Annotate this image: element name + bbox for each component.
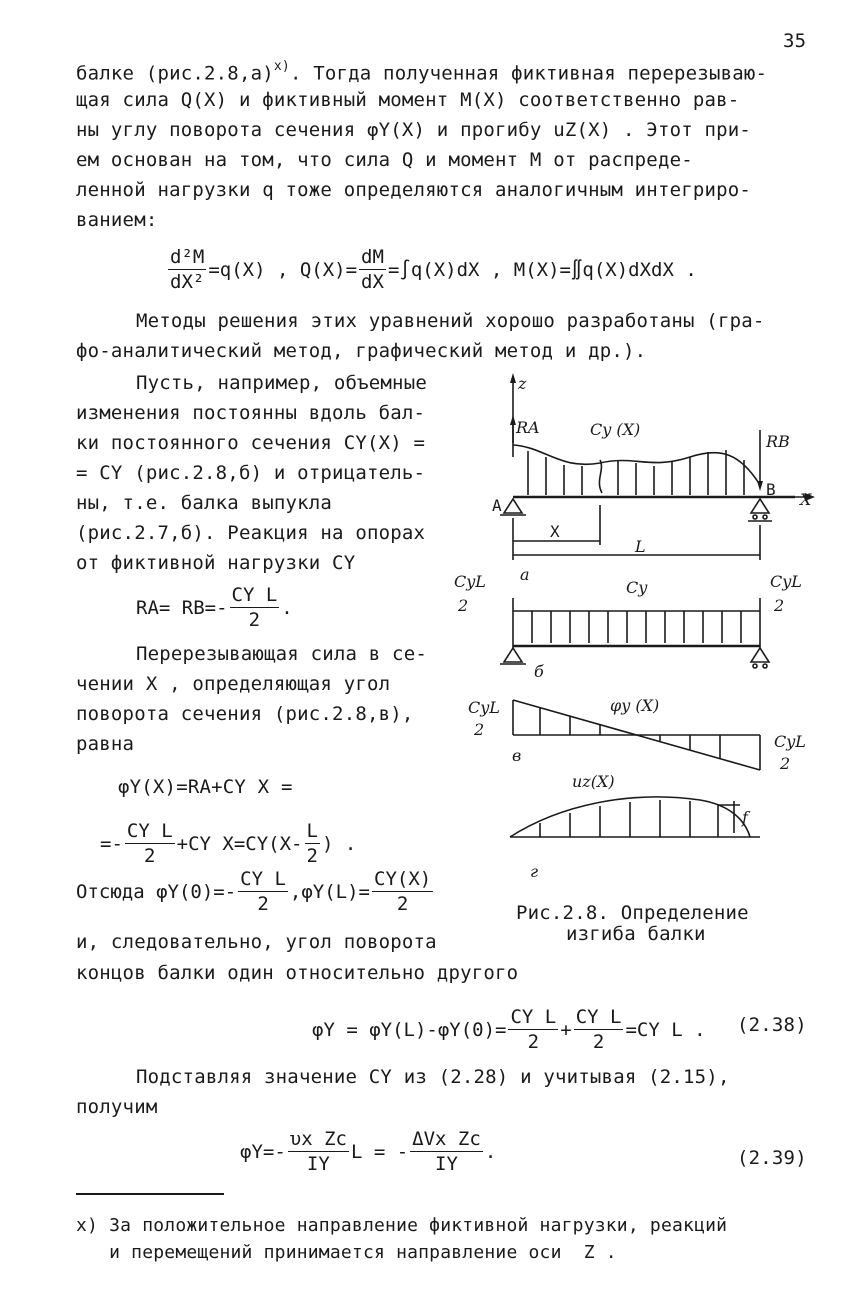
methods-line-2: фо-аналитический метод, графический метод и др.). [76,340,647,362]
left-col-line-2: изменения постоянны вдоль бал- [76,402,426,424]
label-z: z [518,374,527,393]
label-cyl-left: CyL [454,572,486,591]
label-two-v-right: 2 [780,754,791,773]
intro-line-5: ленной нагрузки q тоже определяются аналогичным интегриро- [76,179,752,201]
methods-line-1: Методы решения этих уравнений хорошо разработаны (гра- [136,310,765,332]
label-fig-a: а [520,565,530,584]
left-col-line-7: от фиктивной нагрузки CY [76,552,356,574]
label-cyl-v: CyL [468,698,500,717]
intro-line-1: балке $(рис.2.8,а)^{x)}$. Тогда полученная фиктивная перерезываю- [76,59,768,85]
shear-line-1: Перерезывающая сила в се- [136,643,427,665]
and-line-1: и, следовательно, угол поворота [76,931,437,953]
label-fig-g: г [530,862,539,881]
label-two-right: 2 [774,596,785,615]
reaction-equation: RA= RB=- $\frac{\text{CY L}}{2}$ . [136,584,293,631]
footnote-line-1: x) За положительное направление фиктивной нагрузки, реакций [76,1215,728,1236]
label-x-axis: X [800,490,812,509]
label-x-dim: X [550,522,560,541]
footnote-line-2: и перемещений принимается направление оси Z . [76,1242,617,1263]
left-col-line-4: = CY (рис.2.8,б) и отрицатель- [76,462,426,484]
equation-2-38: φY = φY(L)-φY(0)= $\frac{\text{CY L}}{2}$ + $\frac{\text{CY L}}{2}$ =CY L . [312,1006,706,1053]
subst-line-2: получим [76,1096,158,1118]
footnote-rule [76,1193,224,1195]
load-arrows-a [528,450,744,495]
intro-line-4: ем основан на том, что сила Q и момент M от распреде- [76,149,693,171]
label-ra: RA [516,418,540,437]
label-b: B [766,480,776,499]
phi-equation-2: =- $\frac{\text{CY L}}{2}$ +CY X=CY(X- $\frac{L}{2}$ ) . [100,820,357,867]
label-a: A [492,496,502,515]
label-two-v: 2 [474,720,485,739]
intro-line-3: ны углу поворота сечения φY(X) и прогибу uZ(X) . Этот при- [76,119,752,141]
label-rb: RB [766,432,790,451]
equation-2-38-number: (2.38) [737,1014,807,1036]
phi-equation-1: φY(X)=RA+CY X = [118,776,293,798]
label-uz: uz(X) [572,772,615,791]
otsyuda-equation: Отсюда φY(0)=- $\frac{\text{CY L}}{2}$ ,φY(L)= $\frac{CY(X)}{2}$ [76,868,432,915]
support-b-roller [751,499,769,513]
support-a-pin [504,499,522,513]
equation-2-39-number: (2.39) [737,1147,807,1169]
and-line-2: концов балки один относительно другого [76,962,519,984]
intro-line-2: щая сила Q(X) и фиктивный момент M(X) соответственно рав- [76,89,740,111]
label-cyl-right: CyL [770,572,802,591]
figure-2-8 [450,365,830,885]
label-l: L [635,537,646,556]
label-fig-b: б [534,662,544,681]
intro-line-6: ванием: [76,209,158,231]
label-cy-x: Cy (X) [590,420,641,439]
shear-line-3: поворота сечения (рис.2.8,в), [76,703,414,725]
shear-line-2: чении X , определяющая угол [76,673,391,695]
figure-caption-line-1: Рис.2.8. Определение [516,902,749,924]
label-phi: φy (X) [610,696,660,715]
left-col-line-3: ки постоянного сечения CY(X) = [76,432,426,454]
shear-line-4: равна [76,733,135,755]
label-cy: Cy [626,578,648,597]
label-two-left: 2 [458,596,469,615]
section-cut [599,460,602,493]
equation-2-39: φY=- $\frac{\text{υx Zc}}{IY}$ L = - $\frac{\text{ΔVx Zc}}{IY}$ . [240,1128,497,1175]
subst-line-1: Подставляя значение CY из (2.28) и учитывая (2.15), [136,1066,730,1088]
figure-caption-line-2: изгиба балки [566,923,706,945]
left-col-line-5: ны, т.е. балка выпукла [76,492,333,514]
label-fig-v: в [512,746,522,765]
load-arrows-b [532,611,741,643]
hatch-g [540,800,718,837]
left-col-line-1: Пусть, например, объемные [136,372,427,394]
page-number: 35 [783,30,807,52]
integration-equation: $\frac{\text{d²M}}{\text{dX²}}$ =q(X) , Q(X)= $\frac{dM}{dX}$ =∫q(X)dX , M(X)=∬q(X)dXdX . [170,246,697,293]
label-cyl-v-right: CyL [774,732,806,751]
left-col-line-6: (рис.2.7,б). Реакция на опорах [76,522,426,544]
label-f: f [742,808,748,827]
